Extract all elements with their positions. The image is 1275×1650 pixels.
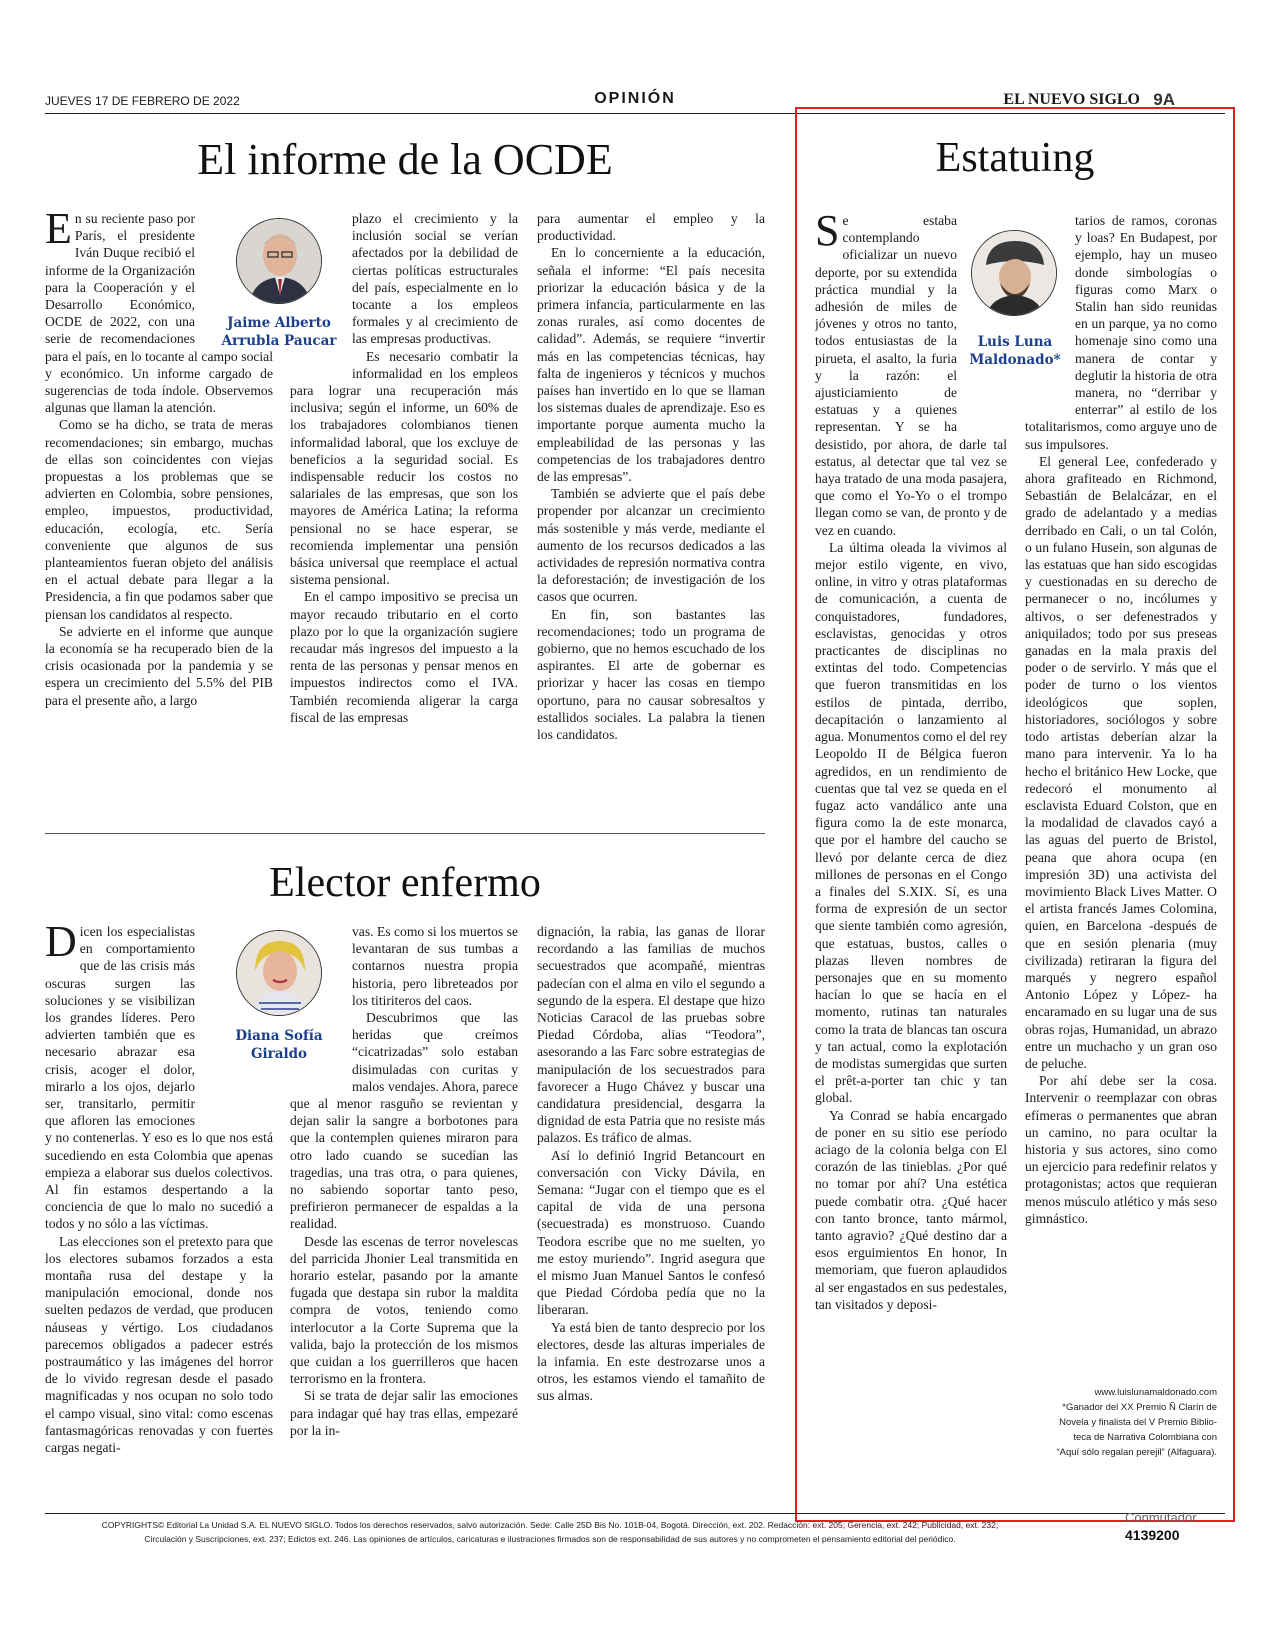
newspaper-name: EL NUEVO SIGLO xyxy=(1003,91,1140,108)
author-note xyxy=(1025,1385,1217,1460)
headline-estatuing: Estatuing xyxy=(935,135,1095,181)
issue-date: JUEVES 17 DE FEBRERO DE 2022 xyxy=(45,94,240,108)
dropcap: D xyxy=(45,923,77,966)
page-number: 9A xyxy=(1153,90,1175,109)
paragraph: Ya está bien de tanto desprecio por los electores, desde las alturas imperiales de la infamia. En este destrozarse unos a otros, les estamos viendo el tamañito de sus almas. xyxy=(537,1319,765,1404)
paragraph: Desde las escenas de terror novelescas del parricida Jhonier Leal transmitida en horario estelar, pasando por la amante fugada que destapa sin rubor la maldita compra de votos, teniendo como interlocutor a la Corte Suprema que la valida, bajo la protección de los mismos que cuidan a los guerrilleros que hacen terrorismo en la frontera. xyxy=(290,1233,518,1387)
headline-elector: Elector enfermo xyxy=(269,860,541,906)
note-line: “Aquí sólo regalan perejil” (Alfaguara). xyxy=(1056,1447,1217,1458)
ocde-column-2 xyxy=(290,210,518,805)
paragraph: plazo el crecimiento y la inclusión social se verían afectados por la debilidad de ciertas políticas estructurales del país, especialmente en lo tocante a los empleos formales y al crecimiento de las empresas productivas. xyxy=(352,211,518,347)
author-name-line: Giraldo xyxy=(250,1046,308,1062)
paragraph: Como se ha dicho, se trata de meras recomendaciones; sin embargo, muchas de ellas son coincidentes con viejas propuestas a los problemas que se advierten en Colombia, sobre pensiones, empleo, impuestos, productividad, educación, ecología, etc. Sería conveniente que algunos de sus planteamientos fueran objeto del análisis en el actual debate para llegar a la Presidencia, a fin que podamos saber que piensan los candidatos al respecto. xyxy=(45,417,273,622)
paragraph: En fin, son bastantes las recomendaciones; todo un programa de gobierno, que no hemos escuchado de los aspirantes. El arte de gobernar es priorizar y hacer las cosas en tiempo oportuno, para no causar sobresaltos y estallidos sociales. La palabra la tienen los candidatos. xyxy=(537,606,765,743)
paragraph: Las elecciones son el pretexto para que los electores subamos forzados a esta montaña rusa del destape y la manipulación emocional, donde nos suelten pedazos de verdad, que producen náuseas y vértigo. Los ciudadanos parecemos obligados a padecer estrés postraumático y las imágenes del horror de lo vivido regresan desde el pasado magnificadas y nos ocupan no solo todo el campo visual, sino vital: como escenas fantasmagóricas renovadas y con fuertes cargas negati- xyxy=(45,1233,273,1456)
footer-copyright xyxy=(20,1518,1080,1546)
note-line: teca de Narrativa Colombiana con xyxy=(1073,1432,1217,1443)
section-divider xyxy=(45,833,765,834)
paragraph: También se advierte que el país debe propender por alcanzar un crecimiento más sostenible y más verde, mediante el aumento de los recursos dedicados a las actividades de represión normativa contra la deforestación; de investigación de los casos que ocurren. xyxy=(537,486,765,605)
paragraph: dignación, la rabia, las ganas de llorar recordando a las familias de muchos secuestrados que acompañé, mientras padecían con el alma en vilo el segundo a segundo de la espera. El destape que hizo Noticias Caracol de las pruebas sobre Piedad Córdoba, alias “Teodora”, asesorando a las Farc sobre estrategias de manipulación de los secuestrados para favorecer a Hugo Chávez y buscar una candidatura presidencial, desgarra la dignidad de esta Patria que no resiste más palazos. Es tráfico de almas. xyxy=(537,924,765,1146)
author-name-line: Diana Sofía xyxy=(235,1028,323,1044)
dropcap: S xyxy=(815,212,840,255)
ocde-column-1 xyxy=(45,210,273,805)
paragraph: Si se trata de dejar salir las emociones para indagar qué hay tras ellas, empezaré por la in- xyxy=(290,1388,518,1438)
paragraph: e estaba contemplando oficializar un nuevo deporte, por su extendida práctica mundial y la adhesión de miles de jóvenes y otros no tanto, todos entusiastas de la pirueta, el asalto, la furia y la razón: el ajusticiamiento de estatuas y a quienes representan. Y se ha desistido, por ahora, de darle tal estatus, al detectar que tal vez se haya tratado de una moda pasajera, que como el Yo-Yo o el trompo llegan como se van, de pronto y de vez en cuando. xyxy=(815,213,1007,538)
author-website: www.luislunamaldonado.com xyxy=(1094,1387,1217,1398)
paragraph: icen los especialistas en comportamiento que de las crisis más oscuras surgen las soluciones y se visibilizan los grandes líderes. Pero advierten también que es necesario abrazar esa crisis, acoger el dolor, mirarlo a los ojos, dejarlo ser, transitarlo, permitir que afloren las emociones y no contenerlas. Y eso es lo que nos está sucediendo en esta Colombia que apenas empieza a elaborar sus duelos colectivos. Al fin estamos despertando a la conciencia de que lo malo no sucedió a todos y no sólo a las víctimas. xyxy=(45,924,273,1232)
switchboard-label: Conmutador xyxy=(1125,1510,1197,1525)
footer-rule xyxy=(45,1513,1225,1514)
section-title: OPINIÓN xyxy=(594,90,676,107)
paragraph: En el campo impositivo se precisa un mayor recaudo tributario en el corto plazo por lo que la organización sugiere recaudar más ingresos del impuesto a la renta de las personas y pensar menos en impuestos indirectos como el IVA. También recomienda aligerar la carga fiscal de las empresas xyxy=(290,589,518,725)
paragraph: La última oleada la vivimos al mejor estilo vigente, en vivo, online, in vitro y otras plataformas de comunicación, a cuenta de conquistadores, fundadores, esclavistas, genocidas y otros practicantes de disciplinas no extintas del todo. Competencias que fueron transmitidas en los estilos de pintada, derribo, decapitación o lanzamiento al agua. Monumentos como el del rey Leopoldo II de Bélgica fueron agredidos, en un rendimiento de cuentas que tal vez se queda en el fugaz acto vandálico ante una figura como la de este monarca, que por el hambre del caucho se llevó por delante cerca de diez millones de personas en el Congo a finales del S.XIX. Sí, es una forma de expresión de un sector que siente también como agresión, que estatuas, bustos, calles o plazas lleven nombres de personajes que en su momento hacían lo que se hacía en el momento, rutinas tan naturales como la trata de blancas tan oscura y tan actual, como la explotación de modistas sumergidas que surten el prêt-a-porter tan chic y tan global. xyxy=(815,539,1007,1106)
elector-column-2 xyxy=(290,923,518,1503)
paragraph: tarios de ramos, coronas y loas? En Budapest, por ejemplo, hay un museo donde simbologías o figuras como Marx o Stalin han sido reunidas en un parque, ya no como homenaje sino como una manera de contar y deglutir la historia de otra manera, no “derribar y enterrar” al estilo de los totalitarismos, como arguye uno de sus impulsores. xyxy=(1025,213,1217,452)
author-name-line: Maldonado* xyxy=(969,352,1061,368)
footer-line: COPYRIGHTS© Editorial La Unidad S.A. EL NUEVO SIGLO. Todos los derechos reservados, salvo autorización. Sede: Calle 25D Bis No. 101B-04, Bogotá. Dirección, ext. 202. Redacción: ext. 205; Gerencia, ext. 242; Publicidad, ext. 232; xyxy=(101,1520,999,1530)
paragraph: Así lo definió Ingrid Betancourt en conversación con Vicky Dávila, en Semana: “Jugar con el tiempo que es el capital de vida de una persona (secuestrada) es monstruoso. Cuando Teodora escribe que no me suelten, yo me estoy muriendo”. Ingrid asegura que el mismo Juan Manuel Santos le confesó que Piedad Córdoba pedía que no la liberaran. xyxy=(537,1147,765,1318)
author-name-line: Luis Luna xyxy=(977,334,1053,350)
paragraph: Descubrimos que las heridas que creímos “cicatrizadas” solo estaban disimuladas con curitas y malos vendajes. Ahora, parece que al menor rasguño se revientan y dejan salir la sangre a borbotones para que la contemplen quienes miraron para otro lado cuando se sucedían las tragedias, una tras otra, o para quienes, no sabiendo soportar tanto peso, prefirieron permanecer de espaldas a la realidad. xyxy=(290,1010,518,1232)
author-name-line: Jaime Alberto xyxy=(227,315,331,331)
paragraph: para aumentar el empleo y la productividad. xyxy=(537,211,765,244)
author-name-line: Arrubla Paucar xyxy=(221,333,337,349)
paragraph: n su reciente paso por París, el presidente Iván Duque recibió el informe de la Organización para la Cooperación y el Desarrollo Económico, OCDE de 2022, con una serie de recomendaciones para el país, en lo tocante al campo social y económico. Un informe cargado de sugerencias de toda índole. Observemos algunas que llaman la atención. xyxy=(45,211,273,416)
headline-ocde: El informe de la OCDE xyxy=(197,135,613,184)
paragraph: El general Lee, confederado y ahora grafiteado en Richmond, Sebastián de Belalcázar, en el grado de adelantado y a medias derribado en Cali, o un tal Colón, o un fulano Husein, son algunas de las estatuas que han sido escogidas y cuestionadas en su derecho de permanecer o no, incólumes y altivos, o ser defenestrados y aniquilados; todo por sus preseas ganadas en la mala praxis del poder o de servirlo. Y más que el poder de turno o los vientos ideológicos que soplen, historiadores, sociólogos y sobre todo artistas deberían alzar la mano para intervenir. Ya lo ha hecho el británico Hew Locke, que redecoró el monumento al esclavista Eduard Colston, que en la modalidad de clavados cayó a las aguas del puerto de Bristol, peana que ahora ocupa (en impresión 3D) una activista del movimiento Black Lives Matter. O el artista francés James Colomina, quien, en Barcelona -después de que en sesión plenaria (muy civilizada) retiraran la figura del marqués y negrero español Antonio López y López- ha encaramado en su lugar una de sus obras rojas, Humanidad, un abrazo entre un muchacho y un gran oso de peluche. xyxy=(1025,453,1217,1071)
paragraph: Se advierte en el informe que aunque la economía se ha recuperado bien de la crisis ocasionada por la pandemia y se espera un crecimiento del 5.5% del PIB para el presente año, a largo xyxy=(45,623,273,708)
elector-column-1 xyxy=(45,923,273,1503)
estatuing-column-1 xyxy=(815,212,1007,1482)
paragraph: Por ahí debe ser la cosa. Intervenir o reemplazar con obras efímeras o permanentes que abran un camino, no para ocultar la historia y sus actores, sino como un ejercicio para redefinir relatos y protagonistas; actos que requieran menos músculo atlético y más seso gimnástico. xyxy=(1025,1073,1217,1226)
paragraph: vas. Es como si los muertos se levantaran de sus tumbas a contarnos nuestra propia historia, pero libreteados por los titiriteros del caos. xyxy=(352,924,518,1008)
estatuing-column-2 xyxy=(1025,212,1217,1382)
dropcap: E xyxy=(45,210,72,253)
elector-column-3 xyxy=(537,923,765,1503)
footer-line: Circulación y Suscripciones, ext. 237; Edictos ext. 246. Las opiniones de artículos, caricaturas e ilustraciones firmados son de responsabilidad de sus autores y no comprometen el pensamiento editorial del periódico. xyxy=(144,1534,956,1544)
switchboard-number: 4139200 xyxy=(1125,1527,1180,1543)
paragraph: Es necesario combatir la informalidad en los empleos para lograr una recuperación más inclusiva; según el informe, un 60% de los trabajadores colombianos tienen informalidad laboral, que los excluye de beneficios a la seguridad social. Es indispensable reducir los costos no salariales de las empresas, que son los mayores de América Latina; la reforma pensional no se hace esperar, se recomienda implementar una pensión básica universal que reemplace el actual sistema pensional. xyxy=(290,348,518,588)
note-line: Novela y finalista del V Premio Biblio- xyxy=(1059,1417,1217,1428)
paragraph: Ya Conrad se había encargado de poner en su sitio ese período aciago de la colonia belga con El corazón de las tinieblas. ¿Por qué no tomar por ahí? Una estética puede combatir otra. ¿Qué hacer con tanto bronce, tanto mármol, tanto agravio? ¿Qué destino dar a esos erguimientos En honor, In memoriam, que fueron aplaudidos al ser engastados en sus pedestales, tan visitados y deposi- xyxy=(815,1107,1007,1312)
paragraph: En lo concerniente a la educación, señala el informe: “El país necesita priorizar la educación básica y de la primera infancia, particularmente en las zonas rurales, así como docentes de calidad”. Además, se requiere “invertir más en las competencias técnicas, hay falta de ingenieros y técnicos y muchos países han invertido en lo que se llaman los sistemas duales de aprendizaje. Eso es importante porque aumenta mucho la empleabilidad de las personas y las competencias de los trabajadores dentro de las empresas”. xyxy=(537,245,765,485)
ocde-column-3 xyxy=(537,210,765,805)
note-line: *Ganador del XX Premio Ñ Clarín de xyxy=(1062,1402,1217,1413)
